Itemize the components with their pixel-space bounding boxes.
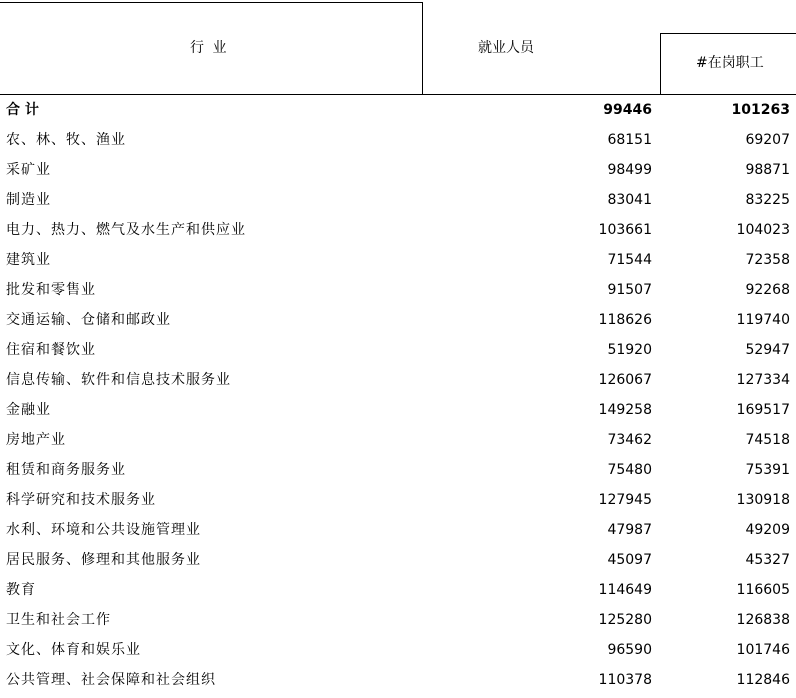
industry-name: 教育 (6, 582, 36, 598)
employed-value: 127945 (598, 492, 652, 508)
table-row (0, 365, 796, 395)
header-industry: 行 业 (190, 40, 229, 56)
table-row (0, 665, 796, 695)
header-onpost-top-border (660, 33, 796, 34)
onpost-value: 104023 (736, 222, 790, 238)
table-body (0, 95, 796, 695)
onpost-value: 98871 (745, 162, 790, 178)
onpost-value: 92268 (745, 282, 790, 298)
industry-name: 租赁和商务服务业 (6, 462, 126, 478)
industry-name: 文化、体育和娱乐业 (6, 642, 141, 658)
industry-name: 信息传输、软件和信息技术服务业 (6, 372, 231, 388)
employed-value: 83041 (607, 192, 652, 208)
employed-value: 103661 (598, 222, 652, 238)
onpost-value: 126838 (736, 612, 790, 628)
onpost-value: 112846 (736, 672, 790, 688)
industry-name: 房地产业 (6, 432, 66, 448)
employed-value: 47987 (607, 522, 652, 538)
onpost-value: 127334 (736, 372, 790, 388)
header-employed: 就业人员 (478, 40, 534, 56)
employed-value: 75480 (607, 462, 652, 478)
onpost-value: 130918 (736, 492, 790, 508)
table-row (0, 395, 796, 425)
onpost-value: 75391 (745, 462, 790, 478)
table-row (0, 185, 796, 215)
onpost-value: 116605 (736, 582, 790, 598)
header-onpost: #在岗职工 (696, 55, 764, 71)
employed-value: 118626 (598, 312, 652, 328)
onpost-value: 119740 (736, 312, 790, 328)
industry-name: 科学研究和技术服务业 (6, 492, 156, 508)
onpost-value: 169517 (736, 402, 790, 418)
table-row (0, 545, 796, 575)
header-col2-divider (660, 33, 661, 95)
table-row (0, 425, 796, 455)
industry-name: 合 计 (6, 102, 39, 118)
employed-value: 96590 (607, 642, 652, 658)
table-row (0, 215, 796, 245)
employed-value: 98499 (607, 162, 652, 178)
onpost-value: 74518 (745, 432, 790, 448)
employed-value: 114649 (598, 582, 652, 598)
onpost-value: 45327 (745, 552, 790, 568)
onpost-value: 69207 (745, 132, 790, 148)
employed-value: 149258 (598, 402, 652, 418)
employed-value: 71544 (607, 252, 652, 268)
employed-value: 45097 (607, 552, 652, 568)
onpost-value: 101746 (736, 642, 790, 658)
table-row (0, 305, 796, 335)
industry-name: 农、林、牧、渔业 (6, 132, 126, 148)
industry-name: 居民服务、修理和其他服务业 (6, 552, 201, 568)
industry-name: 公共管理、社会保障和社会组织 (6, 672, 216, 688)
employed-value: 126067 (598, 372, 652, 388)
table-row (0, 155, 796, 185)
employed-value: 110378 (598, 672, 652, 688)
table-row (0, 455, 796, 485)
onpost-value: 52947 (745, 342, 790, 358)
employed-value: 99446 (603, 102, 652, 118)
table-row (0, 125, 796, 155)
industry-name: 卫生和社会工作 (6, 612, 111, 628)
table-row (0, 485, 796, 515)
table-row (0, 635, 796, 665)
employed-value: 51920 (607, 342, 652, 358)
industry-name: 电力、热力、燃气及水生产和供应业 (6, 222, 246, 238)
header-top-border (0, 2, 423, 3)
onpost-value: 49209 (745, 522, 790, 538)
table-row-total (0, 95, 796, 125)
industry-name: 批发和零售业 (6, 282, 96, 298)
employed-value: 91507 (607, 282, 652, 298)
employed-value: 73462 (607, 432, 652, 448)
industry-name: 制造业 (6, 192, 51, 208)
industry-name: 交通运输、仓储和邮政业 (6, 312, 171, 328)
employed-value: 125280 (598, 612, 652, 628)
industry-name: 建筑业 (6, 252, 51, 268)
onpost-value: 101263 (731, 102, 790, 118)
industry-name: 采矿业 (6, 162, 51, 178)
table-row (0, 275, 796, 305)
table-row (0, 605, 796, 635)
industry-name: 住宿和餐饮业 (6, 342, 96, 358)
onpost-value: 83225 (745, 192, 790, 208)
table-row (0, 335, 796, 365)
table-row (0, 245, 796, 275)
onpost-value: 72358 (745, 252, 790, 268)
industry-name: 水利、环境和公共设施管理业 (6, 522, 201, 538)
employed-value: 68151 (607, 132, 652, 148)
table-row (0, 515, 796, 545)
header-col1-divider (422, 2, 423, 95)
industry-name: 金融业 (6, 402, 51, 418)
table-row (0, 575, 796, 605)
